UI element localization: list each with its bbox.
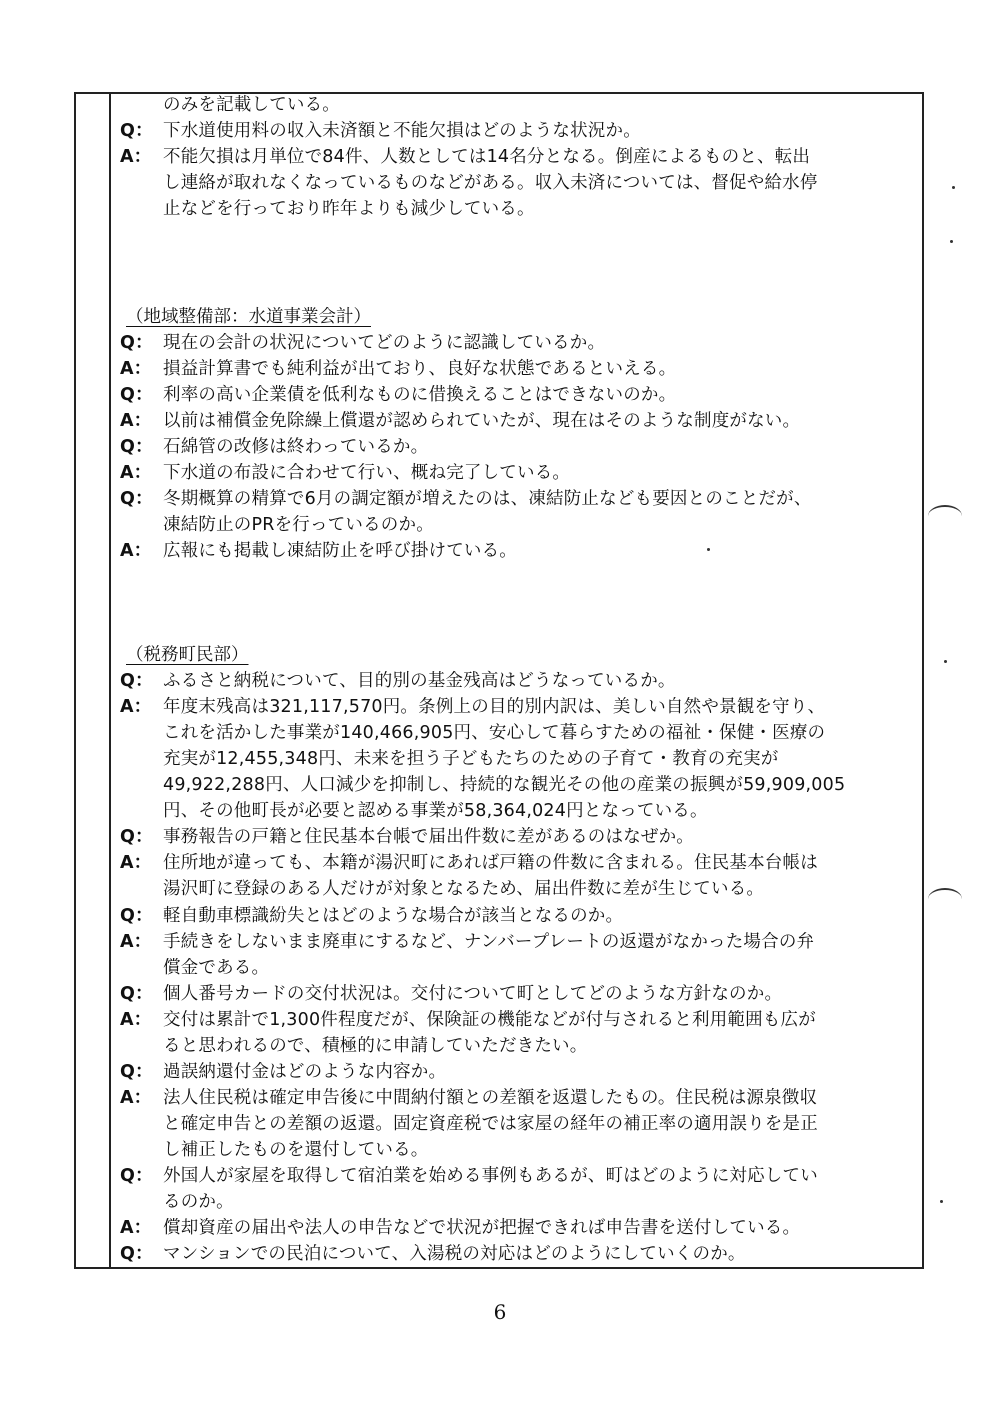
continuation-line: 円、その他町長が必要と認める事業が58,364,024円となっている。 — [163, 801, 708, 822]
continuation-line: 止などを行っており昨年よりも減少している。 — [163, 199, 535, 220]
scan-speck — [944, 660, 947, 663]
answer-line — [120, 1007, 816, 1033]
question-line — [120, 824, 694, 850]
question-marker: Q： — [120, 671, 153, 692]
question-line — [120, 434, 428, 460]
question-text: 個人番号カードの交付状況は。交付について町としてどのような方針なのか。 — [163, 983, 783, 1004]
section-heading-tax: （税務町民部） — [126, 645, 249, 665]
continuation-line: し連絡が取れなくなっているものなどがある。収入未済については、督促や給水停 — [163, 173, 818, 194]
scan-speck — [952, 186, 955, 189]
question-text: 事務報告の戸籍と住民基本台帳で届出件数に差があるのはなぜか。 — [163, 827, 694, 848]
question-text: 下水道使用料の収入未済額と不能欠損はどのような状況か。 — [163, 121, 641, 142]
answer-text: 以前は補償金免除繰上償還が認められていたが、現在はそのような制度がない。 — [163, 411, 801, 432]
continuation-line: 凍結防止のPRを行っているのか。 — [163, 515, 434, 536]
margin-divider-line — [109, 92, 111, 1269]
question-marker: Q： — [120, 385, 153, 406]
question-line — [120, 486, 812, 512]
continuation-line: 湯沢町に登録のある人だけが対象となるため、届出件数に差が生じている。 — [163, 879, 765, 900]
continuation-line: と確定申告との差額の返還。固定資産税では家屋の経年の補正率の適用誤りを是正 — [163, 1113, 818, 1134]
question-text: 外国人が家屋を取得して宿泊業を始める事例もあるが、町はどのように対応してい — [163, 1166, 818, 1186]
question-marker: Q： — [120, 983, 153, 1004]
binder-hole-mark — [928, 505, 962, 527]
question-line — [120, 330, 605, 356]
question-marker: Q： — [120, 121, 153, 142]
question-text: 冬期概算の精算で6月の調定額が増えたのは、凍結防止なども要因とのことだが、 — [163, 489, 812, 510]
content-area — [120, 92, 916, 1269]
answer-text: 損益計算書でも純利益が出ており、良好な状態であるといえる。 — [163, 359, 677, 380]
question-text: 現在の会計の状況についてどのように認識しているか。 — [163, 333, 606, 354]
question-marker: Q： — [120, 437, 153, 458]
question-text: マンションでの民泊について、入湯税の対応はどのようにしていくのか。 — [163, 1244, 746, 1265]
answer-line — [120, 694, 825, 720]
continuation-line: 償金である。 — [163, 957, 270, 978]
answer-line — [120, 850, 818, 876]
answer-line — [120, 408, 800, 434]
scan-speck — [940, 1200, 943, 1203]
continuation-line: し補正したものを還付している。 — [163, 1139, 429, 1160]
question-marker: Q： — [120, 333, 153, 354]
answer-marker: A： — [120, 359, 152, 380]
answer-marker: A： — [120, 411, 152, 432]
answer-line — [120, 356, 676, 382]
continuation-line: のみを記載している。 — [163, 95, 340, 115]
scan-speck — [707, 548, 710, 551]
question-line — [120, 1241, 746, 1267]
answer-text: 交付は累計で1,300件程度だが、保険証の機能などが付与されると利用範囲も広が — [163, 1009, 816, 1030]
binder-hole-mark — [928, 888, 962, 910]
question-line — [120, 1059, 446, 1085]
scan-speck — [950, 240, 953, 243]
answer-line — [120, 1085, 817, 1111]
question-line — [120, 668, 676, 694]
answer-marker: A： — [120, 541, 152, 562]
answer-marker: A： — [120, 1009, 152, 1030]
question-marker: Q： — [120, 1244, 153, 1265]
answer-text: 法人住民税は確定申告後に中間納付額との差額を返還したもの。住民税は源泉徴収 — [163, 1087, 818, 1108]
question-marker: Q： — [120, 827, 153, 848]
continuation-line: るのか。 — [163, 1192, 234, 1213]
page-number: 6 — [493, 1300, 507, 1324]
continuation-line: 充実が12,455,348円、未来を担う子どもたちのための子育て・教育の充実が — [163, 749, 779, 770]
answer-marker: A： — [120, 931, 152, 952]
answer-text: 手続きをしないまま廃車にするなど、ナンバープレートの返還がなかった場合の弁 — [163, 931, 815, 952]
answer-text: 不能欠損は月単位で84件、人数としては14名分となる。倒産によるものと、転出 — [163, 147, 811, 168]
answer-line — [120, 144, 810, 170]
continuation-line: ると思われるので、積極的に申請していただきたい。 — [163, 1035, 588, 1056]
answer-text: 住所地が違っても、本籍が湯沢町にあれば戸籍の件数に含まれる。住民基本台帳は — [163, 853, 818, 874]
question-text: 石綿管の改修は終わっているか。 — [163, 437, 429, 458]
answer-text: 広報にも掲載し凍結防止を呼び掛けている。 — [163, 541, 517, 562]
question-marker: Q： — [120, 905, 153, 926]
continuation-line: これを活かした事業が140,466,905円、安心して暮らすための福祉・保健・医療の — [163, 723, 826, 744]
question-marker: Q： — [120, 1166, 153, 1186]
question-marker: Q： — [120, 489, 153, 510]
question-text: 利率の高い企業債を低利なものに借換えることはできないのか。 — [163, 385, 677, 406]
answer-marker: A： — [120, 853, 152, 874]
question-text: ふるさと納税について、目的別の基金残高はどうなっているか。 — [163, 671, 676, 692]
answer-line — [120, 460, 570, 486]
question-line — [120, 903, 623, 929]
question-line — [120, 118, 641, 144]
answer-line — [120, 1215, 800, 1241]
question-marker: Q： — [120, 1061, 153, 1082]
answer-marker: A： — [120, 697, 152, 718]
answer-marker: A： — [120, 1087, 152, 1108]
question-line — [120, 981, 782, 1007]
answer-marker: A： — [120, 463, 152, 484]
answer-text: 下水道の布設に合わせて行い、概ね完了している。 — [163, 463, 571, 484]
answer-marker: A： — [120, 1218, 152, 1239]
answer-line — [120, 929, 814, 955]
answer-text: 償却資産の届出や法人の申告などで状況が把握できれば申告書を送付している。 — [163, 1218, 801, 1239]
answer-marker: A： — [120, 147, 152, 168]
continuation-line: 49,922,288円、人口減少を抑制し、持続的な観光その他の産業の振興が59,909,005 — [163, 775, 846, 796]
answer-text: 年度末残高は321,117,570円。条例上の目的別内訳は、美しい自然や景観を守り、 — [163, 697, 826, 718]
question-line — [120, 1163, 818, 1189]
answer-line — [120, 538, 517, 564]
question-text: 過誤納還付金はどのような内容か。 — [163, 1061, 447, 1082]
question-line — [120, 382, 676, 408]
section-heading-water: （地域整備部：水道事業会計） — [126, 307, 371, 327]
question-text: 軽自動車標識紛失とはどのような場合が該当となるのか。 — [163, 905, 624, 926]
